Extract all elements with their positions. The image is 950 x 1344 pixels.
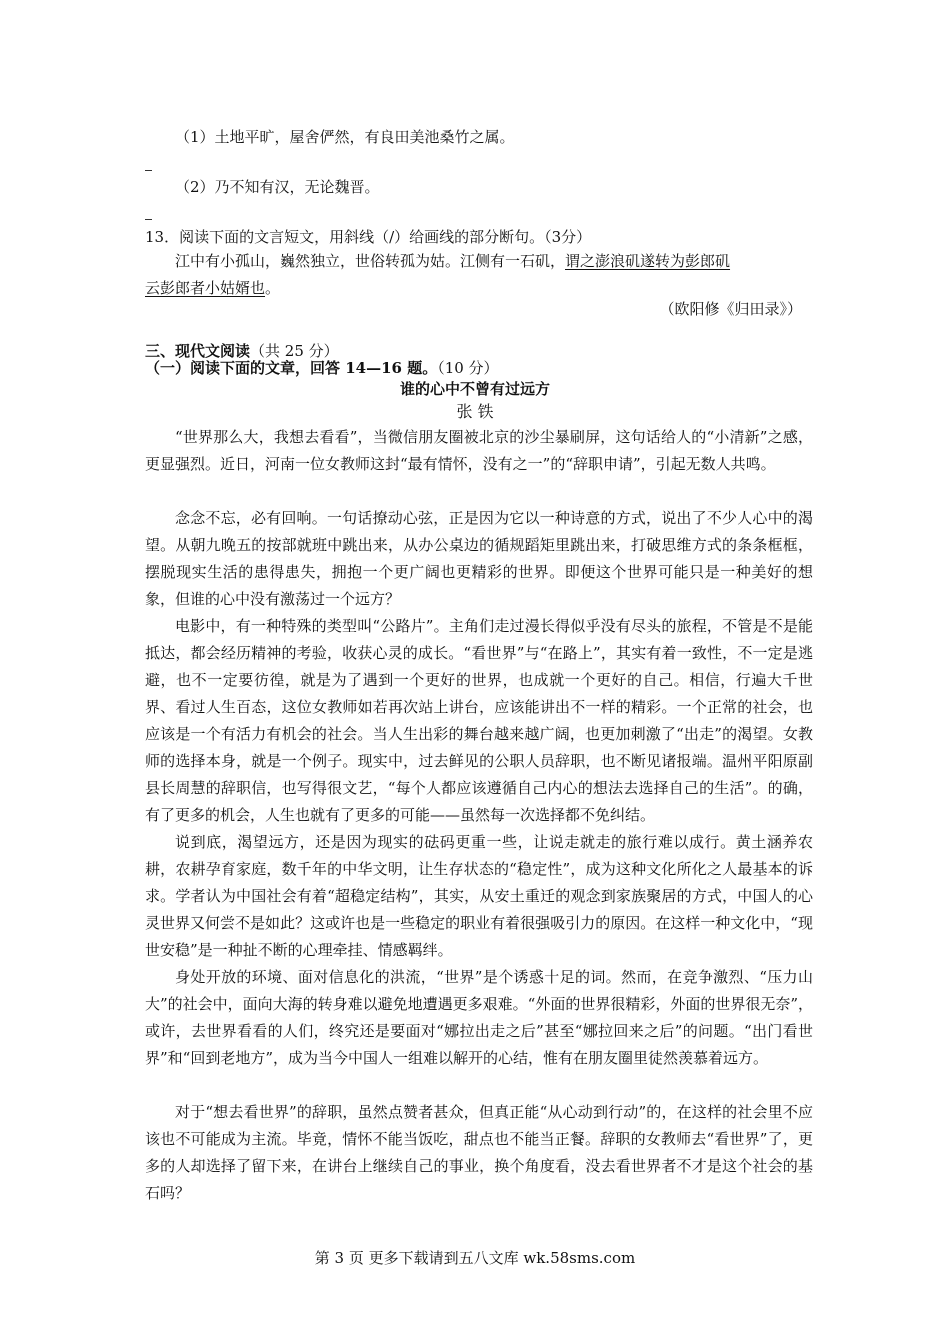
q12-item-2: （2）乃不知有汉，无论魏晋。	[175, 178, 380, 196]
article-paragraph-3: 电影中，有一种特殊的类型叫“公路片”。主角们走过漫长得似乎没有尽头的旅程，不管是不是能抵达，都会经历精神的考验，收获心灵的成长。“看世界”与“在路上”，其实有着一致性，不一定是逃避，也不一定要彷徨，就是为了遇到一个更好的世界，也成就一个更好的自己。相信，行遍大千世界、看过人生百态，这位女教师如若再次站上讲台，应该能讲出不一样的精彩。一个正常的社会，也应该是一个有活力有机会的社会。当人生出彩的舞台越来越广阔，也更加刺激了“出走”的渴望。女教师的选择本身，就是一个例子。现实中，过去鲜见的公职人员辞职，也不断见诸报端。温州平阳原副县长周慧的辞职信，也写得很文艺，“每个人都应该遵循自己内心的想法去选择自己的生活”。的确，有了更多的机会，人生也就有了更多的可能——虽然每一次选择都不免纠结。	[145, 617, 813, 824]
article-paragraph-4: 说到底，渴望远方，还是因为现实的砝码更重一些，让说走就走的旅行难以成行。黄土涵养农耕，农耕孕育家庭，数千年的中华文明，让生存状态的“稳定性”，成为这种文化所化之人最基本的诉求。学者认为中国社会有着“超稳定结构”，其实，从安土重迁的观念到家族聚居的方式，中国人的心灵世界又何尝不是如此？这或许也是一些稳定的职业有着很强吸引力的原因。在这样一种文化中，“现世安稳”是一种扯不断的心理牵挂、情感羁绊。	[145, 833, 813, 959]
article-paragraph-5: 身处开放的环境、面对信息化的洪流，“世界”是个诱惑十足的词。然而，在竞争激烈、“压力山大”的社会中，面向大海的转身难以避免地遭遇更多艰难。“外面的世界很精彩，外面的世界很无奈”，或许，去世界看看的人们，终究还是要面对“娜拉出走之后”甚至“娜拉回来之后”的问题。“出门看世界”和“回到老地方”，成为当今中国人一组难以解开的心结，惟有在朋友圈里徒然羡慕着远方。	[145, 968, 814, 1067]
article-paragraph-6: 对于“想去看世界”的辞职，虽然点赞者甚众，但真正能“从心动到行动”的，在这样的社会里不应该也不可能成为主流。毕竟，情怀不能当饭吃，甜点也不能当正餐。辞职的女教师去“看世界”了，更多的人却选择了留下来，在讲台上继续自己的事业，换个角度看，没去看世界者不才是这个社会的基石吗？	[145, 1103, 813, 1202]
q13-passage	[145, 248, 813, 302]
section3-heading-bold: 三、现代文阅读	[145, 342, 251, 360]
q13-text-end: 。	[265, 279, 281, 297]
blank-answer-line-1	[145, 170, 152, 171]
article-author: 张 铁	[456, 402, 494, 421]
q13-text-plain: 江中有小孤山，巍然独立，世俗转孤为姑。江侧有一石矶，	[175, 252, 566, 270]
page-footer: 第 3 页 更多下载请到五八文库 wk.58sms.com	[314, 1249, 636, 1267]
section3-subheading-score: （10 分）	[437, 359, 499, 377]
q13-source: （欧阳修《归田录》）	[659, 300, 802, 318]
article-title: 谁的心中不曾有过远方	[399, 380, 550, 398]
q13-underlined-part-1: 谓之澎浪矶遂转为彭郎矶	[565, 252, 731, 270]
q13-prompt: 13．阅读下面的文言短文，用斜线（/）给画线的部分断句。（3分）	[145, 228, 592, 246]
blank-answer-line-2	[145, 219, 152, 220]
q13-underlined-part-2: 云彭郎者小姑婿也	[145, 279, 266, 297]
section3-subheading	[145, 358, 499, 378]
q12-item-1: （1）土地平旷，屋舍俨然，有良田美池桑竹之属。	[175, 128, 515, 146]
section3-subheading-bold: （一）阅读下面的文章，回答 14—16 题。	[145, 359, 438, 377]
article-paragraph-2: 念念不忘，必有回响。一句话撩动心弦，正是因为它以一种诗意的方式，说出了不少人心中的渴望。从朝九晚五的按部就班中跳出来，从办公桌边的循规蹈矩里跳出来，打破思维方式的条条框框，摆脱现实生活的患得患失，拥抱一个更广阔也更精彩的世界。即便这个世界可能只是一种美好的想象，但谁的心中没有激荡过一个远方？	[145, 509, 813, 608]
section3-heading-score: （共 25 分）	[250, 342, 339, 360]
article-paragraph-1: “世界那么大，我想去看看”，当微信朋友圈被北京的沙尘暴刷屏，这句话给人的“小清新”之感，更显强烈。近日，河南一位女教师这封“最有情怀，没有之一”的“辞职申请”，引起无数人共鸣。	[145, 428, 813, 473]
